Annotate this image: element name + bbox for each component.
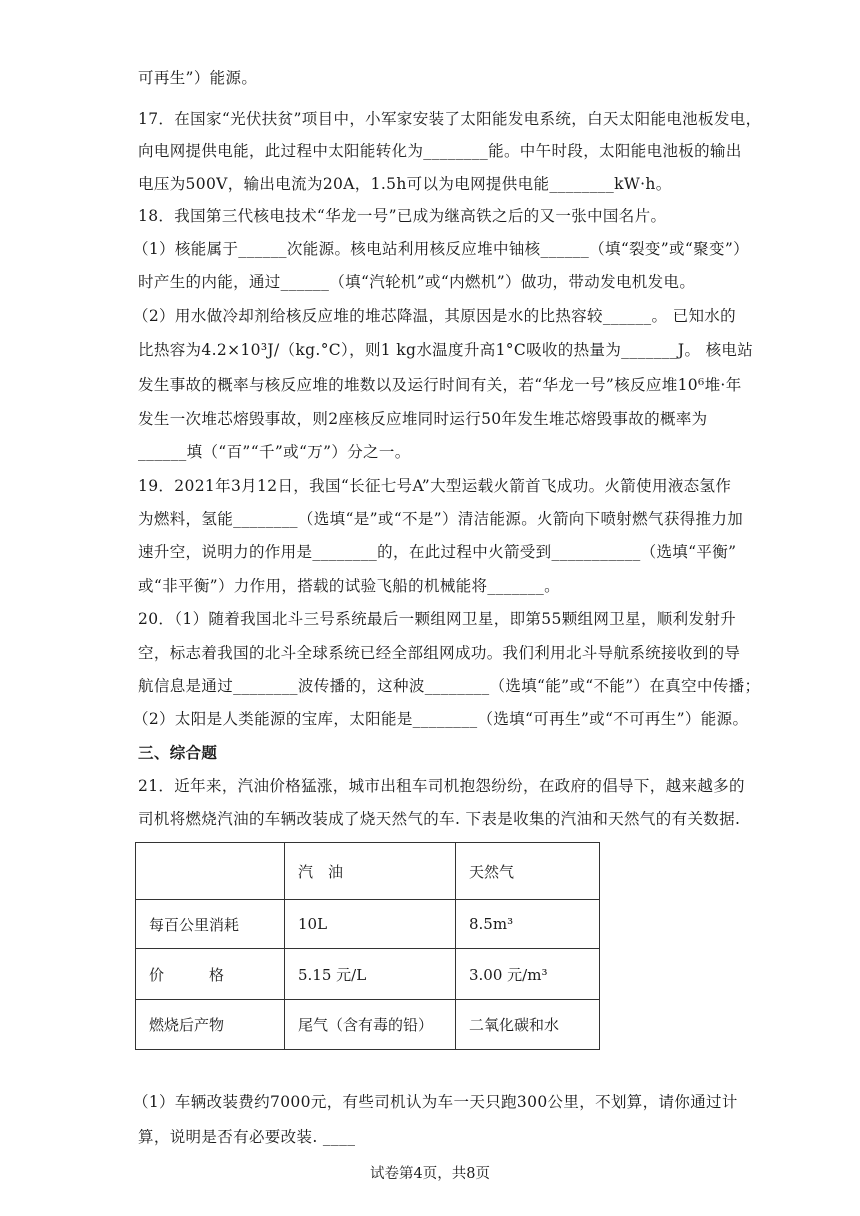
text-line: 比热容为4.2×10³J/（kg.°C），则1 kg水温度升高1°C吸收的热量为_______J。 核电站	[138, 341, 754, 359]
table-row	[136, 949, 600, 1000]
table-cell: 二氧化碳和水	[456, 1000, 600, 1050]
text-line: 为燃料，氢能________（选填“是”或“不是”）清洁能源。火箭向下喷射燃气获得推力加	[138, 510, 744, 528]
text-line: （2）太阳是人类能源的宝库，太阳能是________（选填“可再生”或“不可再生”）能源。	[133, 710, 749, 728]
text-line: （2）用水做冷却剂给核反应堆的堆芯降温，其原因是水的比热容较______。 已知水的	[133, 307, 736, 325]
table-cell: 8.5m³	[456, 900, 600, 949]
table-cell: 尾气（含有毒的铅）	[285, 1000, 456, 1050]
text-line: 电压为500V，输出电流为20A，1.5h可以为电网提供电能________kW·h。	[138, 175, 672, 193]
text-line: 向电网提供电能，此过程中太阳能转化为________能。中午时段，太阳能电池板的输出	[138, 142, 742, 160]
text-line: 发生事故的概率与核反应堆的堆数以及运行时间有关，若“华龙一号”核反应堆10⁶堆·年	[138, 376, 742, 394]
table-cell: 燃烧后产物	[136, 1000, 285, 1050]
table-cell: 天然气	[456, 843, 600, 900]
text-line: 或“非平衡”）力作用，搭载的试验飞船的机械能将_______。	[138, 577, 560, 595]
table-cell: 3.00 元/m³	[456, 949, 600, 1000]
table-row	[136, 900, 600, 949]
text-line: （1）车辆改装费约7000元，有些司机认为车一天只跑300公里，不划算，请你通过计	[133, 1093, 738, 1111]
table-cell: 汽 油	[285, 843, 456, 900]
page-footer: 试卷第4页，共8页	[370, 1166, 490, 1182]
text-line: 航信息是通过________波传播的，这种波________（选填“能”或“不能”）在真空中传播；	[138, 677, 761, 695]
section-heading: 三、综合题	[138, 743, 218, 762]
text-line: 空，标志着我国的北斗全球系统已经全部组网成功。我们利用北斗导航系统接收到的导	[138, 644, 741, 662]
text-line: 速升空，说明力的作用是________的，在此过程中火箭受到___________（选填“平衡”	[138, 543, 737, 561]
text-line: 算，说明是否有必要改装. ____	[138, 1128, 356, 1146]
fuel-comparison-table	[135, 842, 600, 1050]
table-cell: 10L	[285, 900, 456, 949]
table-header-row	[136, 843, 600, 900]
text-line: 司机将燃烧汽油的车辆改装成了烧天然气的车. 下表是收集的汽油和天然气的有关数据.	[138, 810, 741, 828]
question-17: 17．在国家“光伏扶贫”项目中，小军家安装了太阳能发电系统，白天太阳能电池板发电，	[138, 110, 762, 128]
text-line: 发生一次堆芯熔毁事故，则2座核反应堆同时运行50年发生堆芯熔毁事故的概率为	[138, 410, 708, 428]
question-21: 21．近年来，汽油价格猛涨，城市出租车司机抱怨纷纷，在政府的倡导下，越来越多的	[138, 777, 745, 795]
text-line: （1）核能属于______次能源。核电站利用核反应堆中铀核______（填“裂变”或“聚变”）	[133, 240, 750, 258]
table-cell: 每百公里消耗	[136, 900, 285, 949]
table-cell: 5.15 元/L	[285, 949, 456, 1000]
question-20: 20．（1）随着我国北斗三号系统最后一颗组网卫星，即第55颗组网卫星，顺利发射升	[138, 610, 737, 628]
table-cell: 价 格	[136, 949, 285, 1000]
text-line: 时产生的内能，通过______（填“汽轮机”或“内燃机”）做功，带动发电机发电。	[138, 273, 696, 291]
question-18: 18．我国第三代核电技术“华龙一号”已成为继高铁之后的又一张中国名片。	[138, 207, 667, 225]
text-line: 可再生”）能源。	[138, 69, 258, 87]
table-cell	[136, 843, 285, 900]
table-row	[136, 1000, 600, 1050]
question-19: 19．2021年3月12日，我国“长征七号A”大型运载火箭首飞成功。火箭使用液态氢作	[138, 477, 732, 495]
text-line: ______填（“百”“千”或“万”）分之一。	[138, 443, 411, 461]
